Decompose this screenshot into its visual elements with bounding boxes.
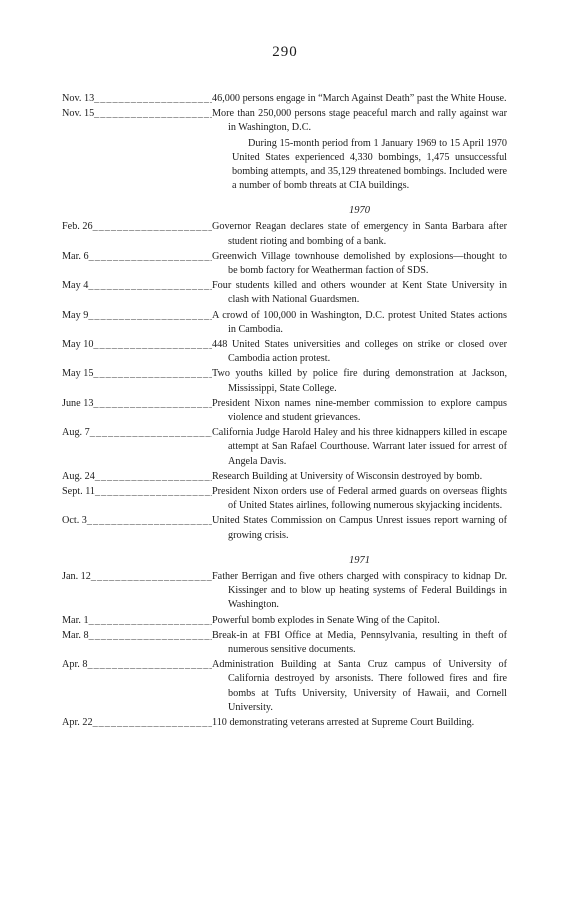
entry-date: Apr. 22 _____ (62, 716, 212, 730)
entry (62, 716, 507, 730)
entry-text: Four students killed and others wounder at Kent State University in clash with National Guardsmen. (212, 280, 507, 306)
entry-text: 46,000 persons engage in “March Against Death” past the White House. (212, 93, 507, 104)
entry (62, 338, 507, 366)
entry (62, 367, 507, 395)
entry-text: United States Commission on Campus Unrest issues report warning of growing crisis. (212, 515, 507, 541)
entry-date: June 13 _____ (62, 397, 212, 425)
entry-text: Research Building at University of Wisconsin destroyed by bomb. (212, 470, 483, 482)
entry (62, 470, 507, 484)
entry (62, 92, 507, 106)
entry (62, 220, 507, 248)
entry-date: Sept. 11 _____ (62, 485, 212, 513)
bombing-statistics-note: During 15-month period from 1 January 1969 to 15 April 1970 United States experienced 4,330 bombings, 1,475 unsuccessful bombing attempts, and 35,129 threatened bombings. Included were a number of bomb threats at CIA buildings. (232, 137, 507, 192)
entry-text: A crowd of 100,000 in Washington, D.C. protest United States actions in Cambodia. (212, 309, 507, 335)
entry-date: May 9 _____ (62, 309, 212, 337)
entry-date: Nov. 13 _____ (62, 92, 212, 106)
entry-date: Mar. 1 _____ (62, 614, 212, 628)
entry-date: Feb. 26 _____ (62, 220, 212, 248)
entry (62, 309, 507, 337)
entry (62, 614, 507, 628)
chronology (62, 92, 507, 731)
entry-date: May 10 _____ (62, 338, 212, 366)
entry-text: Two youths killed by police fire during demonstration at Jackson, Mississippi, State College. (212, 368, 507, 394)
entry-text: Powerful bomb explodes in Senate Wing of the Capitol. (212, 614, 440, 626)
entry (62, 629, 507, 657)
entry-text: Father Berrigan and five others charged with conspiracy to kidnap Dr. Kissinger and to blow up heating systems of Federal Buildings in Washington. (212, 570, 507, 611)
entry-text: Administration Building at Santa Cruz campus of University of California destroyed by arsonists. There followed fires and fire bombs at Tufts University, University of Hawaii, and Cornell University. (212, 659, 507, 713)
entry (62, 279, 507, 307)
entry (62, 397, 507, 425)
entry-text: Break-in at FBI Office at Media, Pennsylvania, resulting in theft of numerous sensitive documents. (212, 629, 507, 655)
entry-date: Oct. 3 _____ (62, 514, 212, 542)
page-number: 290 (272, 44, 298, 60)
entry-date: May 15 _____ (62, 367, 212, 395)
entry (62, 426, 507, 469)
entry (62, 570, 507, 613)
entry-date: Aug. 7 _____ (62, 426, 212, 469)
entry (62, 658, 507, 715)
entry-text: Governor Reagan declares state of emergency in Santa Barbara after student rioting and bombing of a bank. (212, 221, 507, 247)
year-heading-1971: 1971 (349, 554, 370, 566)
entry-text: California Judge Harold Haley and his three kidnappers killed in escape attempt at San Rafael Courthouse. Warrant later issued for arrest of Angela Davis. (212, 427, 507, 467)
entry (62, 514, 507, 542)
entry (62, 107, 507, 135)
entry-text: 448 United States universities and colleges on strike or closed over Cambodia action protest. (212, 339, 507, 365)
entry-date: Apr. 8 _____ (62, 658, 212, 715)
entry (62, 250, 507, 278)
year-heading-1970: 1970 (349, 205, 370, 217)
entry-date: Aug. 24 _____ (62, 470, 212, 484)
entry-date: Nov. 15 _____ (62, 107, 212, 135)
entry-date: Mar. 6 _____ (62, 250, 212, 278)
entry-text: President Nixon orders use of Federal armed guards on overseas flights of United States airlines, following numerous skyjacking incidents. (212, 486, 507, 512)
entry-date: Jan. 12 _____ (62, 570, 212, 613)
entry-text: Greenwich Village townhouse demolished by explosions—thought to be bomb factory for Weatherman faction of SDS. (212, 250, 507, 277)
entry-date: May 4 _____ (62, 279, 212, 307)
entry-text: President Nixon names nine-member commission to explore campus violence and student grievances. (212, 397, 507, 424)
entry-text: More than 250,000 persons stage peaceful march and rally against war in Washington, D.C. (212, 108, 507, 134)
entry (62, 485, 507, 513)
entry-text: 110 demonstrating veterans arrested at Supreme Court Building. (212, 716, 475, 728)
entry-date: Mar. 8 _____ (62, 629, 212, 657)
